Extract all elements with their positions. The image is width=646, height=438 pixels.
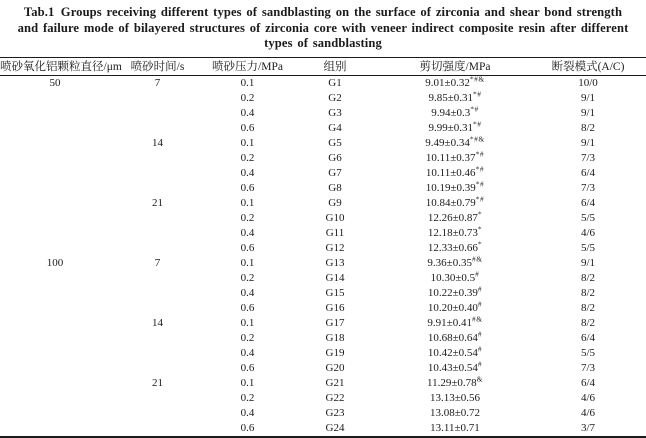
cell-sandblasting-time [110, 391, 205, 406]
cell-shear-strength [380, 283, 530, 301]
strength-superscript: #& [471, 253, 483, 263]
cell-sandblasting-time [110, 211, 205, 226]
col-header-group: 组别 [290, 57, 380, 75]
table-row [0, 256, 646, 271]
cell-shear-strength [380, 193, 530, 211]
strength-value: 12.33±0.66 [427, 241, 478, 254]
table-row [0, 346, 646, 361]
strength-superscript: # [477, 283, 483, 293]
cell-fracture-mode: 6/4 [580, 196, 596, 209]
cell-sandblasting-time [110, 241, 205, 256]
cell-particle-diameter [0, 391, 110, 406]
cell-shear-strength [380, 406, 530, 421]
cell-sandblasting-pressure: 0.2 [240, 91, 255, 104]
cell-fracture-mode: 4/6 [580, 391, 596, 404]
cell-group: G21 [325, 376, 345, 389]
cell-fracture-mode: 5/5 [580, 346, 596, 359]
table-caption: Tab.1 Groups receiving different types of sandblasting on the surface of zirconia and shear bond strength and failure mode of bilayered structures of zirconia core with veneer indirect composite resin after different types of sandblasting [17, 5, 629, 50]
cell-sandblasting-pressure: 0.6 [240, 181, 255, 194]
table-row [0, 136, 646, 151]
cell-group: G20 [325, 361, 345, 374]
strength-superscript: *# [475, 193, 485, 203]
cell-group: G19 [325, 346, 345, 359]
cell-particle-diameter [0, 181, 110, 196]
strength-value: 13.11±0.71 [430, 421, 480, 434]
cell-sandblasting-time: 7 [154, 256, 161, 269]
cell-sandblasting-pressure: 0.2 [240, 271, 255, 284]
cell-fracture-mode: 3/7 [580, 421, 596, 434]
cell-particle-diameter [0, 316, 110, 331]
cell-shear-strength [380, 298, 530, 316]
table-row [0, 271, 646, 286]
cell-particle-diameter [0, 121, 110, 136]
cell-particle-diameter [0, 196, 110, 211]
table-row [0, 75, 646, 91]
cell-sandblasting-time [110, 181, 205, 196]
cell-group: G11 [325, 226, 345, 239]
strength-superscript: # [477, 328, 483, 338]
table-row [0, 391, 646, 406]
cell-group: G23 [325, 406, 345, 419]
cell-sandblasting-time [110, 361, 205, 376]
strength-value: 10.22±0.39 [427, 286, 478, 299]
cell-sandblasting-pressure: 0.6 [240, 241, 255, 254]
data-table [0, 57, 646, 438]
table-row [0, 421, 646, 437]
table-row [0, 406, 646, 421]
table-row [0, 226, 646, 241]
cell-particle-diameter [0, 331, 110, 346]
cell-group: G8 [328, 181, 342, 194]
table-row [0, 301, 646, 316]
table-row [0, 361, 646, 376]
table-row [0, 331, 646, 346]
strength-value: 12.26±0.87 [427, 211, 478, 224]
cell-fracture-mode: 7/3 [580, 361, 596, 374]
cell-sandblasting-pressure: 0.1 [240, 76, 255, 89]
strength-value: 10.68±0.64 [427, 331, 478, 344]
cell-shear-strength [380, 75, 530, 91]
cell-fracture-mode: 10/0 [578, 76, 598, 89]
cell-shear-strength [380, 88, 530, 106]
cell-sandblasting-time [110, 406, 205, 421]
cell-particle-diameter [0, 301, 110, 316]
cell-particle-diameter: 50 [49, 76, 61, 89]
cell-group: G13 [325, 256, 345, 269]
cell-particle-diameter [0, 136, 110, 151]
table-row [0, 286, 646, 301]
cell-fracture-mode: 9/1 [580, 91, 596, 104]
cell-particle-diameter [0, 211, 110, 226]
cell-fracture-mode: 6/4 [580, 166, 596, 179]
cell-shear-strength [380, 223, 530, 241]
header-row [0, 57, 646, 75]
cell-particle-diameter [0, 376, 110, 391]
strength-superscript: * [477, 208, 483, 218]
cell-fracture-mode: 5/5 [580, 211, 596, 224]
cell-shear-strength [380, 391, 530, 406]
cell-group: G1 [328, 76, 342, 89]
cell-sandblasting-pressure: 0.6 [240, 421, 255, 434]
strength-value: 9.85±0.31 [428, 91, 474, 104]
strength-superscript: * [477, 238, 483, 248]
cell-particle-diameter [0, 151, 110, 166]
strength-superscript: *# [470, 103, 479, 113]
cell-sandblasting-pressure: 0.1 [240, 316, 255, 329]
cell-sandblasting-time [110, 91, 205, 106]
cell-particle-diameter [0, 226, 110, 241]
cell-shear-strength [380, 178, 530, 196]
strength-value: 10.19±0.39 [425, 181, 476, 194]
cell-particle-diameter [0, 361, 110, 376]
cell-particle-diameter [0, 241, 110, 256]
cell-fracture-mode: 8/2 [580, 271, 596, 284]
table-row [0, 106, 646, 121]
strength-value: 9.36±0.35 [427, 256, 472, 269]
cell-shear-strength [380, 118, 530, 136]
cell-shear-strength [380, 148, 530, 166]
cell-group: G12 [325, 241, 345, 254]
cell-sandblasting-pressure: 0.2 [240, 331, 255, 344]
cell-shear-strength [380, 238, 530, 256]
strength-superscript: *# [475, 178, 485, 188]
cell-sandblasting-pressure: 0.4 [240, 286, 255, 299]
strength-superscript: *# [473, 88, 482, 98]
strength-value: 10.84±0.79 [425, 196, 476, 209]
cell-group: G16 [325, 301, 345, 314]
cell-fracture-mode: 6/4 [580, 331, 596, 344]
col-header-fracture-mode: 断裂模式(A/C) [530, 57, 646, 75]
cell-group: G9 [328, 196, 342, 209]
cell-fracture-mode: 8/2 [580, 286, 596, 299]
table-row [0, 166, 646, 181]
col-header-shear-strength: 剪切强度/MPa [380, 57, 530, 75]
cell-sandblasting-time [110, 121, 205, 136]
cell-sandblasting-time: 21 [152, 196, 163, 209]
cell-shear-strength [380, 421, 530, 437]
cell-fracture-mode: 8/2 [580, 316, 596, 329]
cell-sandblasting-time [110, 301, 205, 316]
cell-sandblasting-pressure: 0.2 [240, 151, 255, 164]
cell-shear-strength [380, 133, 530, 151]
cell-particle-diameter: 100 [46, 256, 64, 269]
cell-sandblasting-time [110, 151, 205, 166]
strength-value: 10.30±0.5 [430, 271, 476, 284]
cell-sandblasting-pressure: 0.2 [240, 391, 255, 404]
cell-group: G22 [325, 391, 345, 404]
cell-particle-diameter [0, 286, 110, 301]
cell-particle-diameter [0, 106, 110, 121]
strength-superscript: # [477, 343, 483, 353]
cell-group: G7 [328, 166, 342, 179]
cell-shear-strength [380, 163, 530, 181]
cell-group: G14 [325, 271, 345, 284]
cell-shear-strength [380, 268, 530, 286]
cell-sandblasting-time [110, 106, 205, 121]
strength-superscript: *#& [469, 73, 485, 83]
cell-fracture-mode: 9/1 [580, 256, 596, 269]
cell-particle-diameter [0, 271, 110, 286]
cell-sandblasting-pressure: 0.4 [240, 226, 255, 239]
strength-superscript: *# [473, 118, 482, 128]
cell-shear-strength [380, 253, 530, 271]
cell-shear-strength [380, 103, 530, 121]
cell-fracture-mode: 9/1 [580, 136, 596, 149]
cell-particle-diameter [0, 406, 110, 421]
cell-particle-diameter [0, 421, 110, 437]
cell-sandblasting-pressure: 0.1 [240, 136, 255, 149]
cell-fracture-mode: 8/2 [580, 301, 596, 314]
cell-group: G10 [325, 211, 345, 224]
cell-fracture-mode: 8/2 [580, 121, 596, 134]
strength-value: 9.94±0.3 [431, 106, 471, 119]
cell-particle-diameter [0, 346, 110, 361]
strength-superscript: #& [471, 313, 483, 323]
cell-sandblasting-pressure: 0.4 [240, 106, 255, 119]
cell-sandblasting-time: 14 [152, 136, 163, 149]
strength-superscript: # [475, 268, 480, 278]
strength-superscript: & [476, 373, 483, 383]
strength-value: 10.43±0.54 [427, 361, 478, 374]
cell-sandblasting-time: 7 [154, 76, 161, 89]
cell-sandblasting-pressure: 0.6 [240, 361, 255, 374]
strength-value: 9.99±0.31 [428, 121, 474, 134]
col-header-sandblasting-time: 喷砂时间/s [110, 57, 205, 75]
cell-shear-strength [380, 343, 530, 361]
strength-superscript: # [477, 298, 483, 308]
table-header [0, 57, 646, 75]
strength-superscript: *# [475, 163, 485, 173]
cell-sandblasting-pressure: 0.4 [240, 346, 255, 359]
strength-value: 11.29±0.78 [427, 376, 477, 389]
cell-sandblasting-time: 14 [152, 316, 163, 329]
cell-shear-strength [380, 313, 530, 331]
cell-sandblasting-pressure: 0.6 [240, 121, 255, 134]
strength-superscript: *# [475, 148, 485, 158]
cell-sandblasting-time [110, 166, 205, 181]
cell-sandblasting-pressure: 0.2 [240, 211, 255, 224]
table-row [0, 196, 646, 211]
strength-superscript: * [477, 223, 483, 233]
cell-fracture-mode: 5/5 [580, 241, 596, 254]
table-row [0, 181, 646, 196]
strength-value: 10.11±0.46 [425, 166, 476, 179]
cell-group: G5 [328, 136, 342, 149]
cell-sandblasting-pressure: 0.6 [240, 301, 255, 314]
cell-shear-strength [380, 208, 530, 226]
cell-fracture-mode: 7/3 [580, 151, 596, 164]
cell-group: G15 [325, 286, 345, 299]
col-header-sandblasting-pressure: 喷砂压力/MPa [205, 57, 290, 75]
strength-value: 10.42±0.54 [427, 346, 478, 359]
table-row [0, 316, 646, 331]
cell-shear-strength [380, 328, 530, 346]
table-body [0, 75, 646, 437]
cell-shear-strength [380, 358, 530, 376]
cell-group: G3 [328, 106, 342, 119]
cell-shear-strength [380, 373, 530, 391]
cell-sandblasting-pressure: 0.4 [240, 166, 255, 179]
strength-superscript: *#& [469, 133, 485, 143]
cell-sandblasting-time [110, 346, 205, 361]
cell-sandblasting-pressure: 0.4 [240, 406, 255, 419]
strength-value: 9.91±0.41 [427, 316, 472, 329]
cell-particle-diameter [0, 91, 110, 106]
cell-group: G4 [328, 121, 342, 134]
cell-fracture-mode: 4/6 [580, 406, 596, 419]
strength-value: 10.20±0.40 [427, 301, 478, 314]
cell-fracture-mode: 6/4 [580, 376, 596, 389]
cell-fracture-mode: 7/3 [580, 181, 596, 194]
cell-group: G2 [328, 91, 342, 104]
strength-superscript: # [477, 358, 483, 368]
cell-particle-diameter [0, 166, 110, 181]
cell-sandblasting-time [110, 226, 205, 241]
cell-sandblasting-pressure: 0.1 [240, 256, 255, 269]
cell-group: G17 [325, 316, 345, 329]
cell-sandblasting-time [110, 421, 205, 437]
table-row [0, 376, 646, 391]
cell-sandblasting-time [110, 286, 205, 301]
cell-group: G6 [328, 151, 342, 164]
cell-sandblasting-time [110, 271, 205, 286]
col-header-particle-diameter: 喷砂氧化铝颗粒直径/μm [0, 57, 110, 75]
cell-group: G24 [325, 421, 345, 434]
cell-sandblasting-time [110, 331, 205, 346]
cell-group: G18 [325, 331, 345, 344]
strength-value: 12.18±0.73 [427, 226, 478, 239]
cell-sandblasting-pressure: 0.1 [240, 196, 255, 209]
cell-fracture-mode: 4/6 [580, 226, 596, 239]
cell-sandblasting-pressure: 0.1 [240, 376, 255, 389]
table-row [0, 151, 646, 166]
strength-value: 13.13±0.56 [429, 391, 481, 404]
strength-value: 9.01±0.32 [425, 76, 470, 89]
strength-value: 10.11±0.37 [425, 151, 476, 164]
cell-fracture-mode: 9/1 [580, 106, 596, 119]
strength-value: 9.49±0.34 [425, 136, 470, 149]
table-row [0, 91, 646, 106]
table-row [0, 211, 646, 226]
cell-sandblasting-time: 21 [152, 376, 163, 389]
table-row [0, 121, 646, 136]
strength-value: 13.08±0.72 [429, 406, 481, 419]
table-row [0, 241, 646, 256]
